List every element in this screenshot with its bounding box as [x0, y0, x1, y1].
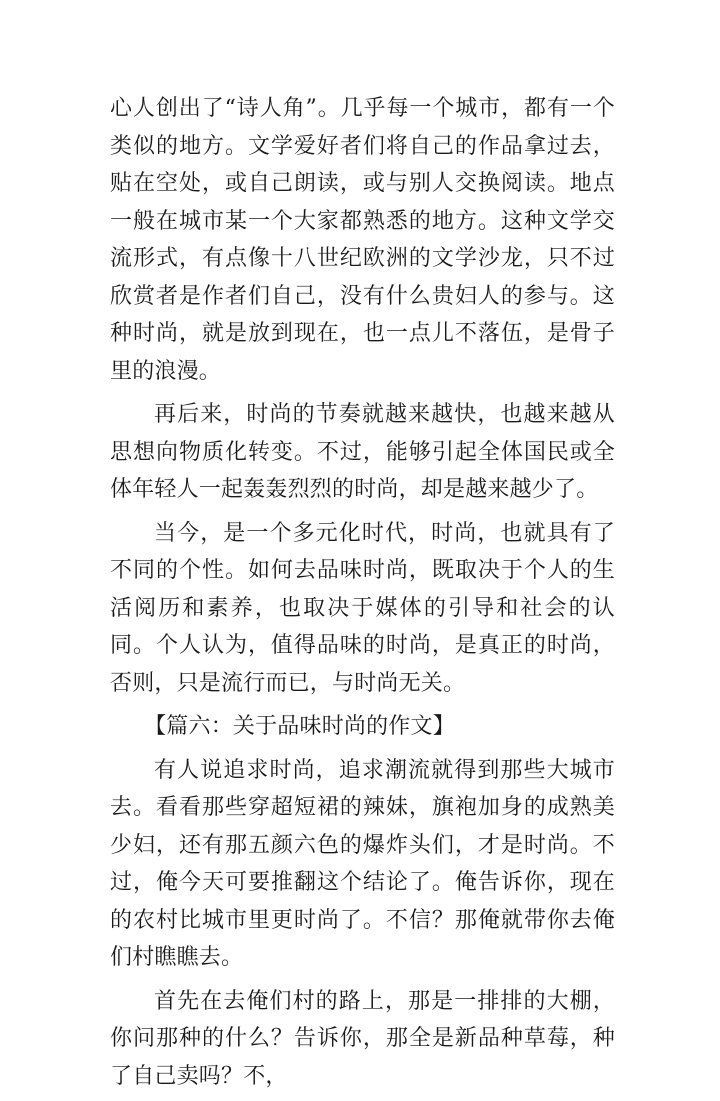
paragraph-continuation: 心人创出了“诗人角”。几乎每一个城市，都有一个类似的地方。文学爱好者们将自己的作品拿过去，贴在空处，或自己朗读，或与别人交换阅读。地点一般在城市某一个大家都熟悉的地方。这种文学交流形式，有点像十八世纪欧洲的文学沙龙，只不过欣赏者是作者们自己，没有什么贵妇人的参与。这种时尚，就是放到现在，也一点儿不落伍，是骨子里的浪漫。 [110, 96, 615, 384]
paragraph-diversified-era: 当今，是一个多元化时代，时尚，也就具有了不同的个性。如何去品味时尚，既取决于个人的生活阅历和素养，也取决于媒体的引导和社会的认同。个人认为，值得品味的时尚，是真正的时尚，否则，只是流行而已，与时尚无关。 [110, 520, 615, 696]
section-heading: 【篇六：关于品味时尚的作文】 [144, 714, 455, 739]
paragraph-village-road: 首先在去俺们村的路上，那是一排排的大棚，你问那种的什么？告诉你，那全是新品种草莓，种了自己卖吗？不， [110, 988, 615, 1089]
essay-body [110, 90, 615, 1101]
paragraph-fashion-rhythm: 再后来，时尚的节奏就越来越快，也越来越从思想向物质化转变。不过，能够引起全体国民或全体年轻人一起轰轰烈烈的时尚，却是越来越少了。 [110, 402, 615, 502]
paragraph-city-fashion: 有人说追求时尚，追求潮流就得到那些大城市去。看看那些穿超短裙的辣妹，旗袍加身的成熟美少妇，还有那五颜六色的爆炸头们，才是时尚。不过，俺今天可要推翻这个结论了。俺告诉你，现在的农村比城市里更时尚了。不信？那俺就带你去俺们村瞧瞧去。 [110, 757, 615, 970]
